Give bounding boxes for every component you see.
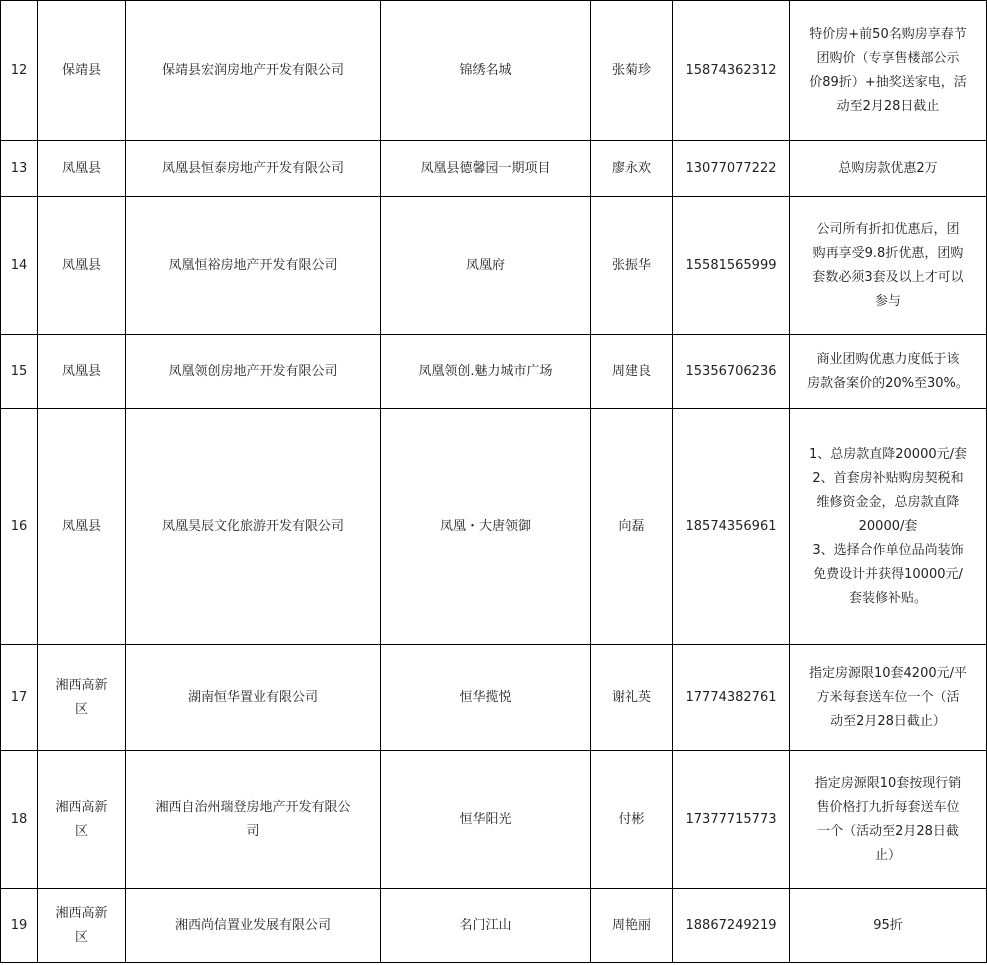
offer-line: 套数必须3套及以上才可以 bbox=[812, 269, 964, 285]
contact-cell: 向磊 bbox=[591, 409, 673, 645]
contact-cell: 谢礼英 bbox=[591, 645, 673, 751]
project-cell: 凤凰府 bbox=[381, 197, 591, 335]
offer-line: 参与 bbox=[874, 293, 901, 309]
phone-cell: 15581565999 bbox=[673, 197, 790, 335]
offer-line: 商业团购优惠力度低于该 bbox=[816, 351, 960, 367]
county-cell: 凤凰县 bbox=[38, 141, 126, 197]
offer-line: 指定房源限10套按现行销 bbox=[814, 775, 962, 791]
phone-cell: 17774382761 bbox=[673, 645, 790, 751]
offer-line: 公司所有折扣优惠后，团 bbox=[816, 221, 960, 237]
county-line: 区 bbox=[74, 823, 88, 839]
contact-cell: 付彬 bbox=[591, 751, 673, 889]
offer-line: 动至2月28日截止 bbox=[836, 98, 940, 114]
project-cell: 凤凰县德馨园一期项目 bbox=[381, 141, 591, 197]
contact-cell: 廖永欢 bbox=[591, 141, 673, 197]
offer-cell bbox=[790, 335, 987, 409]
row-number: 16 bbox=[1, 409, 38, 645]
offer-line: 团购价（专享售楼部公示 bbox=[816, 50, 960, 66]
phone-cell: 13077077222 bbox=[673, 141, 790, 197]
county-line: 区 bbox=[74, 929, 88, 945]
row-number: 19 bbox=[1, 889, 38, 963]
company-cell: 凤凰领创房地产开发有限公司 bbox=[126, 335, 381, 409]
county-cell: 凤凰县 bbox=[38, 197, 126, 335]
offer-line: 动至2月28日截止） bbox=[830, 713, 946, 729]
county-cell bbox=[38, 889, 126, 963]
offer-line: 免费设计并获得10000元/ bbox=[813, 566, 963, 582]
offer-line: 1、总房款直降20000元/套 bbox=[808, 446, 967, 462]
phone-cell: 17377715773 bbox=[673, 751, 790, 889]
county-cell: 凤凰县 bbox=[38, 335, 126, 409]
contact-cell: 周建良 bbox=[591, 335, 673, 409]
offer-cell bbox=[790, 889, 987, 963]
table-row bbox=[1, 409, 987, 645]
table-row bbox=[1, 889, 987, 963]
phone-cell: 15874362312 bbox=[673, 1, 790, 141]
project-cell: 恒华揽悦 bbox=[381, 645, 591, 751]
phone-cell: 18867249219 bbox=[673, 889, 790, 963]
county-cell bbox=[38, 645, 126, 751]
offer-line: 售价格打九折每套送车位 bbox=[816, 799, 960, 815]
offer-line: 特价房+前50名购房享春节 bbox=[809, 26, 967, 42]
row-number: 14 bbox=[1, 197, 38, 335]
company-cell: 湘西尚信置业发展有限公司 bbox=[126, 889, 381, 963]
offer-line: 止） bbox=[874, 847, 901, 863]
county-line: 湘西高新 bbox=[55, 905, 108, 921]
project-cell: 凤凰・大唐领御 bbox=[381, 409, 591, 645]
company-cell: 湖南恒华置业有限公司 bbox=[126, 645, 381, 751]
project-cell: 名门江山 bbox=[381, 889, 591, 963]
offer-line: 套装修补贴。 bbox=[848, 590, 927, 606]
county-line: 区 bbox=[74, 701, 88, 717]
county-cell: 凤凰县 bbox=[38, 409, 126, 645]
row-number: 12 bbox=[1, 1, 38, 141]
table-row bbox=[1, 1, 987, 141]
table-row bbox=[1, 751, 987, 889]
county-cell: 保靖县 bbox=[38, 1, 126, 141]
offer-line: 方米每套送车位一个（活 bbox=[816, 689, 960, 705]
offer-cell bbox=[790, 645, 987, 751]
offer-line: 20000/套 bbox=[858, 518, 918, 534]
phone-cell: 15356706236 bbox=[673, 335, 790, 409]
county-line: 湘西高新 bbox=[55, 799, 108, 815]
contact-cell: 张振华 bbox=[591, 197, 673, 335]
offer-line: 2、首套房补贴购房契税和 bbox=[812, 470, 964, 486]
project-cell: 凤凰领创.魅力城市广场 bbox=[381, 335, 591, 409]
offer-line: 总购房款优惠2万 bbox=[838, 160, 938, 176]
offer-line: 3、选择合作单位品尚装饰 bbox=[812, 542, 964, 558]
phone-cell: 18574356961 bbox=[673, 409, 790, 645]
table-row bbox=[1, 197, 987, 335]
table-row bbox=[1, 141, 987, 197]
table-row bbox=[1, 335, 987, 409]
company-cell: 保靖县宏润房地产开发有限公司 bbox=[126, 1, 381, 141]
company-line: 司 bbox=[246, 823, 260, 839]
offer-cell bbox=[790, 409, 987, 645]
company-cell bbox=[126, 751, 381, 889]
offer-line: 维修资金金，总房款直降 bbox=[816, 494, 960, 510]
county-line: 湘西高新 bbox=[55, 677, 108, 693]
offer-cell bbox=[790, 141, 987, 197]
county-cell bbox=[38, 751, 126, 889]
row-number: 13 bbox=[1, 141, 38, 197]
offer-line: 95折 bbox=[873, 917, 903, 933]
offer-line: 购再享受9.8折优惠，团购 bbox=[812, 245, 964, 261]
offer-cell bbox=[790, 197, 987, 335]
offer-cell bbox=[790, 1, 987, 141]
row-number: 15 bbox=[1, 335, 38, 409]
project-cell: 恒华阳光 bbox=[381, 751, 591, 889]
table-row bbox=[1, 645, 987, 751]
company-cell: 凤凰恒裕房地产开发有限公司 bbox=[126, 197, 381, 335]
offer-line: 价89折）+抽奖送家电，活 bbox=[809, 74, 967, 90]
row-number: 18 bbox=[1, 751, 38, 889]
offer-line: 房款备案价的20%至30%。 bbox=[807, 375, 969, 391]
company-cell: 凤凰昊辰文化旅游开发有限公司 bbox=[126, 409, 381, 645]
contact-cell: 张菊珍 bbox=[591, 1, 673, 141]
offer-line: 指定房源限10套4200元/平 bbox=[808, 665, 967, 681]
company-cell: 凤凰县恒泰房地产开发有限公司 bbox=[126, 141, 381, 197]
offer-cell bbox=[790, 751, 987, 889]
contact-cell: 周艳丽 bbox=[591, 889, 673, 963]
company-line: 湘西自治州瑞登房地产开发有限公 bbox=[155, 799, 351, 815]
row-number: 17 bbox=[1, 645, 38, 751]
project-cell: 锦绣名城 bbox=[381, 1, 591, 141]
offer-line: 一个（活动至2月28日截 bbox=[817, 823, 959, 839]
